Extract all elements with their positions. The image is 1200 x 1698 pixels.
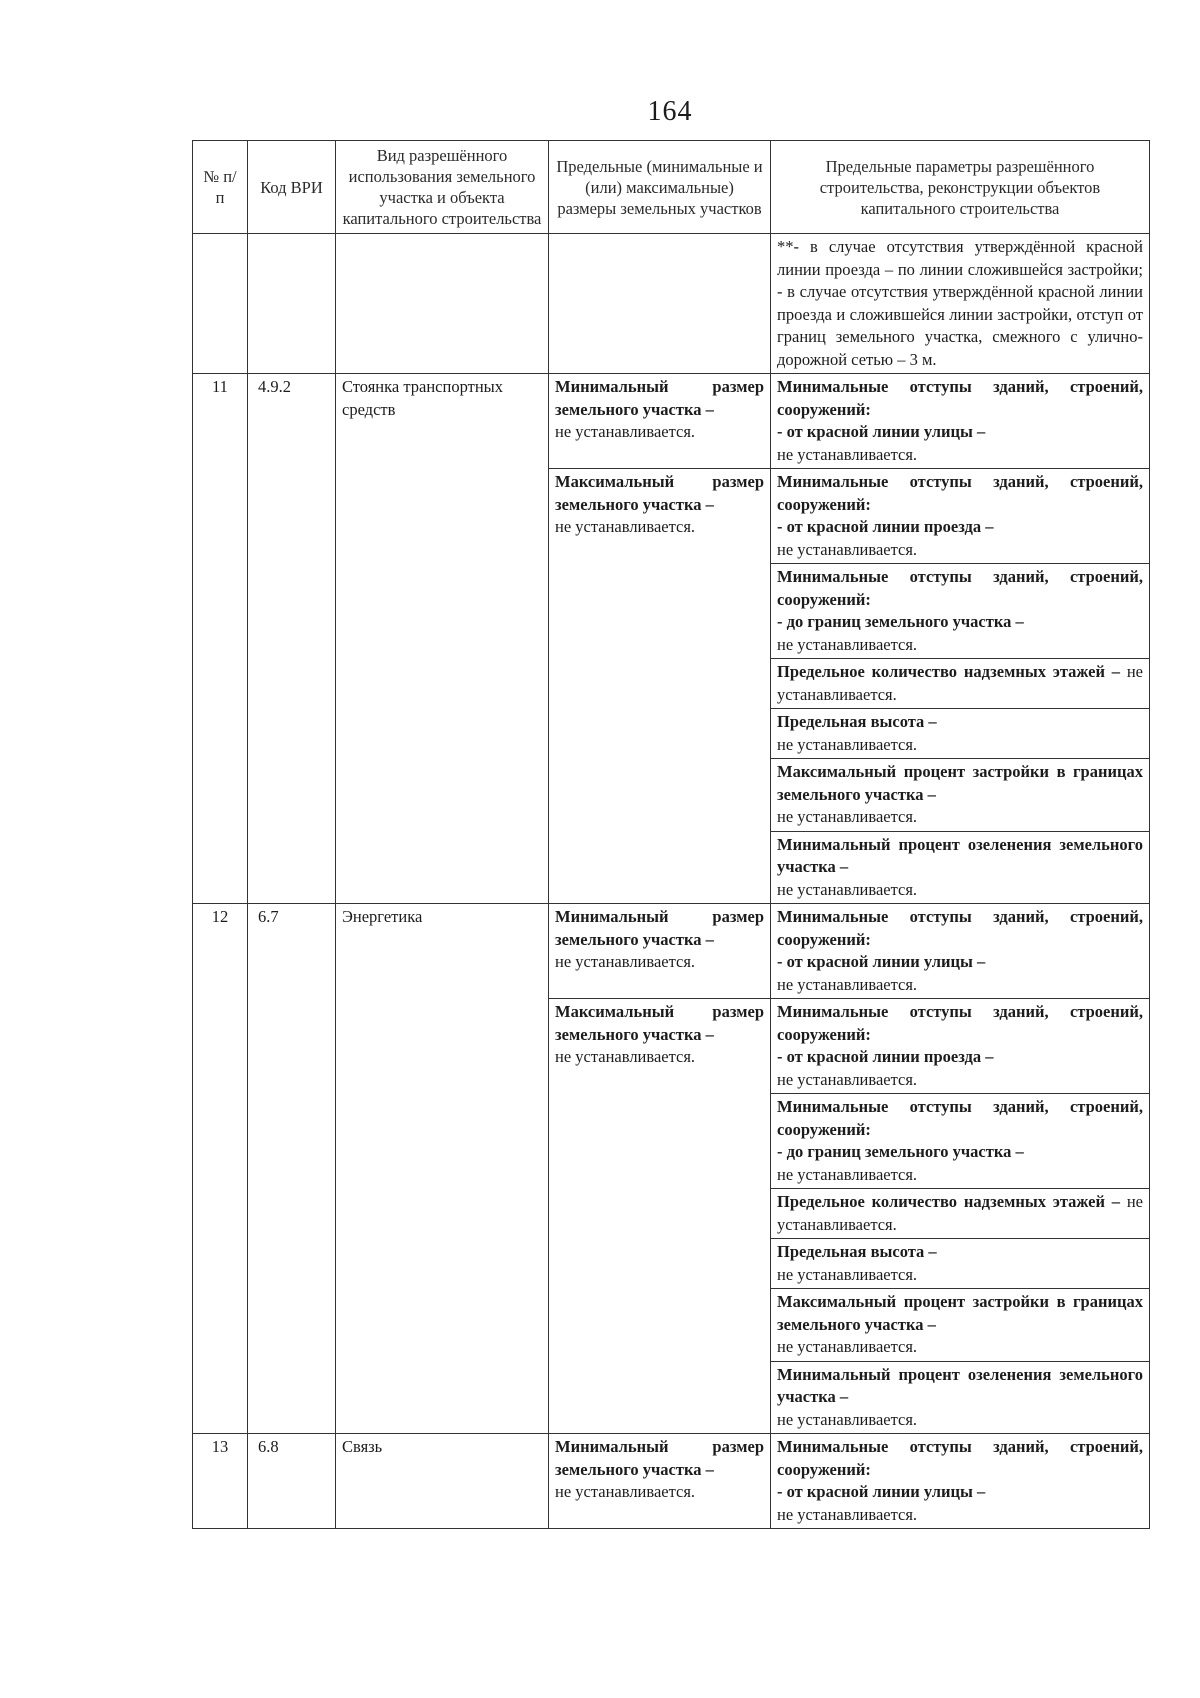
param-value: не устанавливается. <box>777 879 918 899</box>
param-value: не устанавливается. <box>777 634 918 654</box>
size-max-title: Максимальный размер земельного участка – <box>555 472 764 514</box>
param-title: Минимальные отступы зданий, строений, сооружений: <box>777 907 1143 949</box>
param-setback-street <box>771 904 1150 999</box>
param-line: - до границ земельного участка – <box>777 1142 1024 1161</box>
continuation-text: **- в случае отсутствия утверждённой красной линии проезда – по линии сложившейся застройки; - в случае отсутствия утверждённой красной линии проезда и сложившейся линии застройки, отступ от границ земельного участка, смежного с улично-дорожной сетью – 3 м. <box>771 234 1150 374</box>
param-title: Минимальные отступы зданий, строений, сооружений: <box>777 1097 1143 1139</box>
header-number: № п/п <box>193 141 248 234</box>
row-number: 12 <box>193 904 248 1434</box>
param-value: не устанавливается. <box>777 539 918 559</box>
param-title: Минимальные отступы зданий, строений, сооружений: <box>777 1437 1143 1479</box>
size-min-value: не устанавливается. <box>555 1482 696 1501</box>
param-title: Максимальный процент застройки в границах земельного участка – <box>777 1292 1143 1334</box>
cell-empty <box>549 234 771 374</box>
param-value: не устанавливается. <box>777 444 918 464</box>
param-value: не устанавливается. <box>777 974 918 994</box>
param-title: Минимальные отступы зданий, строений, сооружений: <box>777 377 1143 419</box>
size-max-value: не устанавливается. <box>555 1047 696 1066</box>
param-value: не устанавливается. <box>777 1504 918 1524</box>
size-min-value: не устанавливается. <box>555 952 696 971</box>
row-use-name: Стоянка транспортных средств <box>336 374 549 904</box>
param-value: не устанавливается. <box>777 734 918 754</box>
size-min-title: Минимальный размер земельного участка – <box>555 907 764 949</box>
param-title: Минимальные отступы зданий, строений, сооружений: <box>777 472 1143 514</box>
param-title: Предельное количество надземных этажей – <box>777 1192 1121 1211</box>
table-header-row <box>193 141 1150 234</box>
cell-empty <box>193 234 248 374</box>
row-code: 4.9.2 <box>248 374 336 904</box>
param-setback-passage <box>771 999 1150 1094</box>
param-value: не устанавливается. <box>777 1164 918 1184</box>
param-floors <box>771 1189 1150 1239</box>
param-title: Минимальные отступы зданий, строений, сооружений: <box>777 567 1143 609</box>
param-line: - от красной линии проезда – <box>777 1047 994 1066</box>
row-number: 13 <box>193 1434 248 1529</box>
cell-empty <box>336 234 549 374</box>
cell-empty <box>248 234 336 374</box>
size-max-title: Максимальный размер земельного участка – <box>555 1002 764 1044</box>
param-value: не устанавливается. <box>777 807 918 826</box>
param-line: - от красной линии проезда – <box>777 517 994 536</box>
param-setback-street <box>771 374 1150 469</box>
param-value: не устанавливается. <box>777 1192 1143 1234</box>
param-line: - от красной линии улицы – <box>777 1482 986 1501</box>
table-row <box>193 1434 1150 1529</box>
param-value: не устанавливается. <box>777 1409 918 1429</box>
param-line: - до границ земельного участка – <box>777 612 1024 631</box>
param-line: - от красной линии улицы – <box>777 952 986 971</box>
row-use-name: Связь <box>336 1434 549 1529</box>
param-greenery <box>771 831 1150 904</box>
size-max-value: не устанавливается. <box>555 517 696 536</box>
param-value: не устанавливается. <box>777 1337 918 1356</box>
size-max-cell <box>549 999 771 1434</box>
param-greenery <box>771 1361 1150 1434</box>
param-height <box>771 1239 1150 1289</box>
size-min-cell <box>549 1434 771 1529</box>
param-title: Минимальные отступы зданий, строений, сооружений: <box>777 1002 1143 1044</box>
param-setback-passage <box>771 469 1150 564</box>
size-max-cell <box>549 469 771 904</box>
param-value: не устанавливается. <box>777 1069 918 1089</box>
table-row <box>193 374 1150 469</box>
param-title: Предельная высота – <box>777 1242 937 1261</box>
row-number: 11 <box>193 374 248 904</box>
size-min-title: Минимальный размер земельного участка – <box>555 377 764 419</box>
param-value: не устанавливается. <box>777 662 1143 704</box>
param-height <box>771 709 1150 759</box>
param-setback-street <box>771 1434 1150 1529</box>
param-coverage <box>771 759 1150 832</box>
size-min-cell <box>549 904 771 999</box>
param-title: Минимальный процент озеленения земельного участка – <box>777 1364 1143 1406</box>
size-min-title: Минимальный размер земельного участка – <box>555 1437 764 1479</box>
header-parameters: Предельные параметры разрешённого строительства, реконструкции объектов капитального строительства <box>771 141 1150 234</box>
table-row <box>193 904 1150 999</box>
row-use-name: Энергетика <box>336 904 549 1434</box>
param-setback-boundary <box>771 564 1150 659</box>
size-min-cell <box>549 374 771 469</box>
size-min-value: не устанавливается. <box>555 422 696 441</box>
row-code: 6.7 <box>248 904 336 1434</box>
param-title: Предельное количество надземных этажей – <box>777 662 1121 681</box>
param-floors <box>771 659 1150 709</box>
page-number: 164 <box>647 96 693 127</box>
header-plot-size: Предельные (минимальные и (или) максимальные) размеры земельных участков <box>549 141 771 234</box>
param-setback-boundary <box>771 1094 1150 1189</box>
header-code: Код ВРИ <box>248 141 336 234</box>
param-value: не устанавливается. <box>777 1264 918 1284</box>
param-title: Предельная высота – <box>777 712 937 731</box>
zoning-table <box>192 140 1150 1529</box>
row-code: 6.8 <box>248 1434 336 1529</box>
param-title: Максимальный процент застройки в границах земельного участка – <box>777 762 1143 804</box>
param-line: - от красной линии улицы – <box>777 422 986 441</box>
continuation-row <box>193 234 1150 374</box>
param-coverage <box>771 1289 1150 1362</box>
header-use-type: Вид разрешённого использования земельного участка и объекта капитального строительства <box>336 141 549 234</box>
param-title: Минимальный процент озеленения земельного участка – <box>777 834 1143 876</box>
